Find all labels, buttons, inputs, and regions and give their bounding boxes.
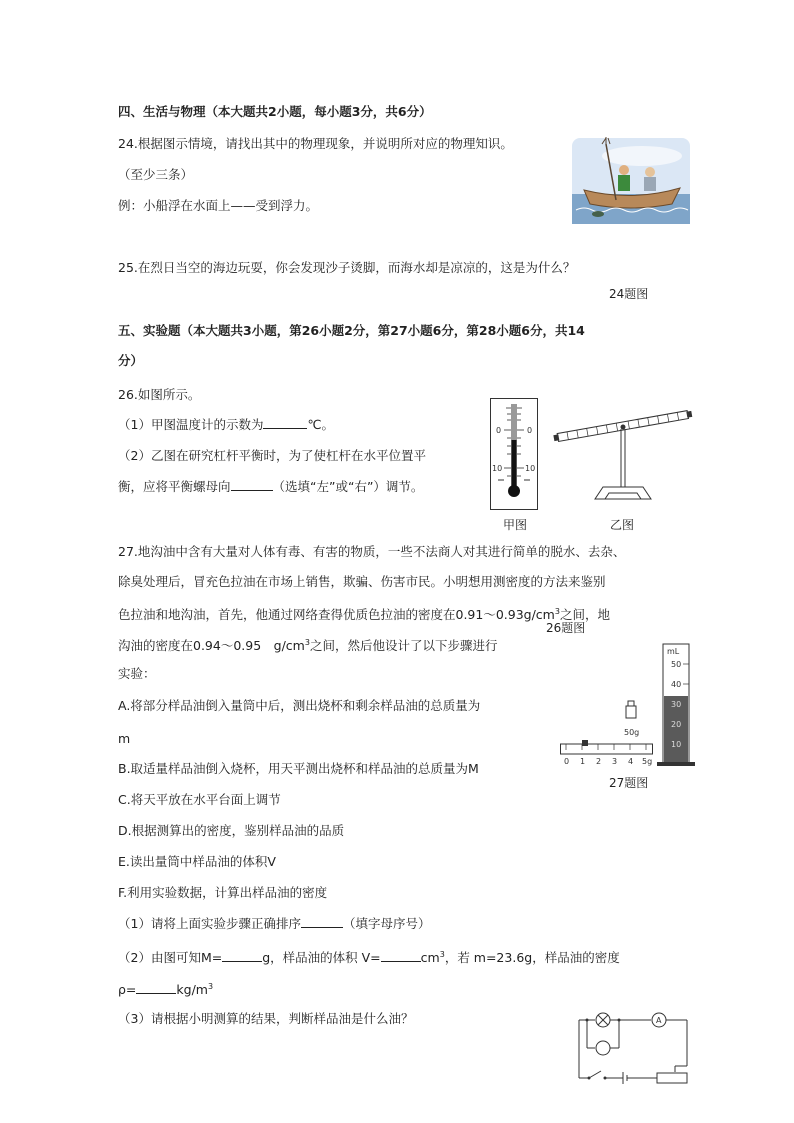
scale-label-3: 3 bbox=[612, 757, 618, 766]
q26-part1-unit: ℃。 bbox=[307, 417, 335, 432]
rho-unit: kg/m bbox=[176, 982, 208, 998]
scale-label-0: 0 bbox=[564, 757, 570, 766]
superscript-3: 3 bbox=[439, 950, 445, 959]
step-a-line1: A.将部分样品油倒入量筒中后，测出烧杯和剩余样品油的总质量为 bbox=[118, 698, 481, 713]
lever-figure bbox=[553, 405, 693, 505]
mass-blank[interactable] bbox=[222, 949, 262, 962]
q27-sub2 bbox=[118, 946, 620, 967]
step-e: E.读出量筒中样品油的体积V bbox=[118, 854, 276, 869]
circuit-diagram bbox=[575, 1012, 691, 1084]
scale-label-1: 1 bbox=[580, 757, 586, 766]
q27-sub1-hint: （填字母序号） bbox=[342, 916, 431, 931]
ammeter-label: A bbox=[656, 1016, 662, 1025]
q27-sub2-v: g，样品油的体积 V= bbox=[262, 950, 381, 966]
q24-line2: （至少三条） bbox=[118, 167, 194, 182]
q26-part1 bbox=[118, 416, 334, 434]
section-5-heading-line1: 五、实验题（本大题共3小题，第26小题2分，第27小题6分，第28小题6分，共14 bbox=[118, 323, 585, 338]
cylinder-label-50: 50 bbox=[671, 660, 682, 669]
q27-line1: 27.地沟油中含有大量对人体有毒、有害的物质，一些不法商人对其进行简单的脱水、去杂、 bbox=[118, 544, 626, 559]
thermo-label-10-left: 10 bbox=[492, 464, 503, 473]
rho-label: ρ= bbox=[118, 982, 137, 998]
q27-sub2-m: （2）由图可知M= bbox=[118, 950, 223, 966]
bulb-icon bbox=[596, 1041, 610, 1055]
step-c: C.将天平放在水平台面上调节 bbox=[118, 792, 281, 807]
fig26-caption: 26题图 bbox=[546, 621, 586, 635]
scale-label-5g: 5g bbox=[642, 757, 653, 766]
superscript-3: 3 bbox=[304, 638, 310, 647]
q27-line4-end: 之间，然后他设计了以下步骤进行 bbox=[309, 638, 498, 654]
q26-part2-text: 衡，应将平衡螺母向 bbox=[118, 479, 231, 494]
q26-answer-blank-1[interactable] bbox=[263, 416, 307, 429]
scale-label-2: 2 bbox=[596, 757, 602, 766]
superscript-3: 3 bbox=[207, 982, 214, 991]
rheostat-icon bbox=[657, 1073, 687, 1083]
q26-part1-text: （1）甲图温度计的示数为 bbox=[118, 417, 264, 432]
thermo-label-10-right: 10 bbox=[525, 464, 536, 473]
density-blank[interactable] bbox=[136, 981, 176, 994]
balance-figure bbox=[560, 700, 660, 768]
superscript-3: 3 bbox=[554, 607, 560, 616]
switch-icon bbox=[589, 1071, 601, 1078]
thermo-label-0-right: 0 bbox=[527, 426, 533, 435]
cylinder-label-10: 10 bbox=[671, 740, 682, 749]
q24-line1: 24.根据图示情境，请找出其中的物理现象，并说明所对应的物理知识。 bbox=[118, 136, 513, 151]
weight-label: 50g bbox=[624, 728, 640, 737]
q27-sub1 bbox=[118, 915, 430, 933]
q26-intro: 26.如图所示。 bbox=[118, 387, 201, 402]
step-f: F.利用实验数据，计算出样品油的密度 bbox=[118, 885, 328, 900]
fig27-caption: 27题图 bbox=[609, 776, 649, 790]
cylinder-label-30: 30 bbox=[671, 700, 682, 709]
boat-scene-illustration bbox=[572, 138, 690, 224]
q27-sub2-unit: cm bbox=[420, 950, 440, 966]
q27-sub3: （3）请根据小明测算的结果，判断样品油是什么油？ bbox=[118, 1011, 414, 1026]
step-a-line2: m bbox=[118, 731, 131, 746]
fig-yi-caption: 乙图 bbox=[610, 518, 635, 532]
graduated-cylinder-figure bbox=[655, 638, 695, 768]
q27-rho bbox=[118, 978, 213, 999]
cylinder-unit: mL bbox=[667, 647, 680, 656]
q26-answer-blank-2[interactable] bbox=[231, 478, 273, 491]
q27-sub2-end: ，若 m=23.6g，样品油的密度 bbox=[444, 950, 620, 966]
thermometer-figure bbox=[490, 398, 538, 510]
scale-label-4: 4 bbox=[628, 757, 634, 766]
q26-part2-line1: （2）乙图在研究杠杆平衡时，为了使杠杆在水平位置平 bbox=[118, 448, 426, 463]
fig-jia-caption: 甲图 bbox=[503, 518, 528, 532]
q24-example: 例：小船浮在水面上——受到浮力。 bbox=[118, 198, 319, 213]
step-b: B.取适量样品油倒入烧杯，用天平测出烧杯和样品油的总质量为M bbox=[118, 761, 479, 776]
q26-part2-option: （选填“左”或“右”）调节。 bbox=[272, 479, 424, 494]
cylinder-label-40: 40 bbox=[671, 680, 682, 689]
q27-line3 bbox=[118, 603, 610, 624]
fig24-caption: 24题图 bbox=[609, 287, 649, 301]
q27-line2: 除臭处理后，冒充色拉油在市场上销售，欺骗、伤害市民。小明想用测密度的方法来鉴别 bbox=[118, 574, 606, 589]
q27-line3-text: 色拉油和地沟油，首先，他通过网络查得优质色拉油的密度在0.91～0.93g/cm bbox=[118, 607, 555, 623]
q27-order-blank[interactable] bbox=[301, 915, 343, 928]
q27-line4-text: 沟油的密度在0.94～0.95 g/cm bbox=[118, 638, 305, 654]
q27-line4 bbox=[118, 634, 497, 655]
q27-line3-end: 之间，地 bbox=[559, 607, 610, 623]
thermo-label-0-left: 0 bbox=[496, 426, 502, 435]
step-d: D.根据测算出的密度，鉴别样品油的品质 bbox=[118, 823, 345, 838]
volume-blank[interactable] bbox=[381, 949, 421, 962]
q25-text: 25.在烈日当空的海边玩耍，你会发现沙子烫脚，而海水却是凉凉的，这是为什么？ bbox=[118, 260, 576, 275]
section-4-heading: 四、生活与物理（本大题共2小题，每小题3分，共6分） bbox=[118, 104, 432, 119]
section-5-heading-line2: 分） bbox=[118, 353, 144, 368]
q27-sub1-text: （1）请将上面实验步骤正确排序 bbox=[118, 916, 301, 931]
q26-part2-line2 bbox=[118, 478, 423, 496]
q27-line5: 实验： bbox=[118, 666, 156, 681]
cylinder-label-20: 20 bbox=[671, 720, 682, 729]
